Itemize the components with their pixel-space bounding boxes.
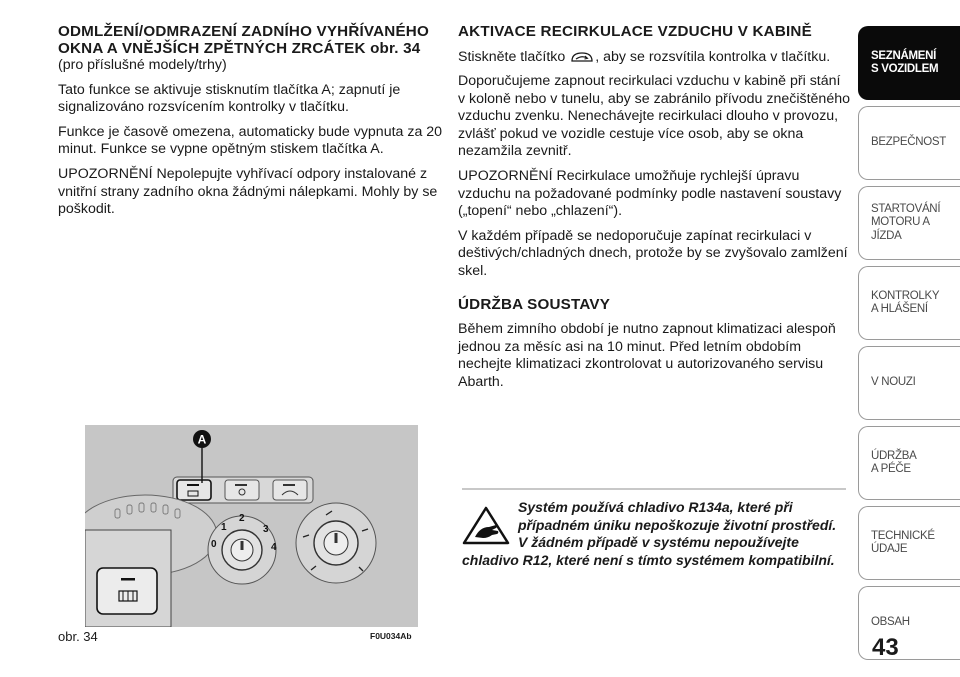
paragraph: Funkce je časově omezena, automaticky bude vypnuta za 20 minut. Funkce se vypne opětným stiskem tlačítka A.: [58, 123, 443, 158]
chapter-tab-label: V NOUZI: [871, 376, 916, 389]
page-number: 43: [872, 634, 899, 661]
chapter-tab-label: KONTROLKY A HLÁŠENÍ: [871, 289, 940, 315]
dial-number: 0: [211, 539, 217, 550]
figure-code: F0U034Ab: [370, 631, 412, 641]
section-heading-recirculation: AKTIVACE RECIRKULACE VZDUCHU V KABINĚ: [458, 23, 812, 40]
control-panel-figure: [85, 425, 418, 627]
chapter-tab[interactable]: [858, 266, 960, 340]
section-heading-defrost: ODMLŽENÍ/ODMRAZENÍ ZADNÍHO VYHŘÍVANÉHO OKNA A VNĚJŠÍCH ZPĚTNÝCH ZRCÁTEK obr. 34: [58, 23, 429, 57]
right-column: [458, 24, 850, 399]
dial-number: 3: [263, 524, 269, 535]
paragraph: Stiskněte tlačítko , aby se rozsvítila kontrolka v tlačítku.: [458, 48, 831, 65]
left-column: [58, 24, 448, 226]
hand-warning-icon: [462, 505, 510, 545]
chapter-tab-label: TECHNICKÉ ÚDAJE: [871, 529, 935, 555]
note-text: Systém používá chladivo R134a, které při případném úniku nepoškozuje životní prostředí. V žádném případě v systému nepoužívejte chladivo R12, které není s tímto systémem kompatibilní.: [462, 499, 837, 568]
dial-number: 4: [271, 542, 277, 553]
chapter-tab-label: BEZPEČNOST: [871, 136, 946, 149]
chapter-tab[interactable]: [858, 186, 960, 260]
chapter-tab[interactable]: [858, 26, 960, 100]
dial-number: 1: [221, 522, 227, 533]
figure-reference: obr. 34: [370, 39, 421, 57]
paragraph: Doporučujeme zapnout recirkulaci vzduchu v kabině při stání v koloně nebo v tunelu, aby se zabránilo přívodu znečištěného vzduchu zvenku. Nenechávejte recirkulaci dlouho v provozu, zvlášť pokud ve vozidle cestuje více osob, aby se okna nezamžila zevnitř.: [458, 73, 850, 160]
chapter-tab-label: STARTOVÁNÍ MOTORU A JÍZDA: [871, 202, 941, 242]
dial-number: 2: [239, 513, 245, 524]
subheading: (pro příslušné modely/trhy): [58, 57, 227, 73]
callout-label: A: [197, 432, 207, 447]
maintenance-section: [458, 297, 850, 392]
warning-paragraph: UPOZORNĚNÍ Nepolepujte vyhřívací odpory instalované z vnitřní strany zadního okna žádnými nálepkami. Mohly by se poškodit.: [58, 165, 438, 218]
warning-note: [462, 488, 846, 569]
warning-paragraph: UPOZORNĚNÍ Recirkulace umožňuje rychlejší úpravu vzduchu na požadované podmínky podle nastavení soustavy („topení“ nebo „chlazení“).: [458, 168, 842, 220]
control-panel-illustration: [85, 425, 418, 627]
section-heading-maintenance: ÚDRŽBA SOUSTAVY: [458, 295, 611, 313]
chapter-tab[interactable]: [858, 426, 960, 500]
figure-caption: obr. 34: [58, 629, 98, 644]
chapter-tab-label: SEZNÁMENÍ S VOZIDLEM: [871, 49, 939, 75]
chapter-tab[interactable]: [858, 506, 960, 580]
paragraph: Během zimního období je nutno zapnout klimatizaci alespoň jednou za měsíc asi na 10 minut. Před letním obdobím nechejte klimatizaci zkontrolovat u autorizovaného servisu Abarth.: [458, 321, 836, 390]
chapter-tab-label: ÚDRŽBA A PÉČE: [871, 449, 917, 475]
recirculation-icon: [569, 50, 595, 63]
chapter-tabs: [858, 26, 960, 666]
divider: [462, 488, 846, 490]
chapter-tab[interactable]: [858, 346, 960, 420]
paragraph: Tato funkce se aktivuje stisknutím tlačítka A; zapnutí je signalizováno rozsvícením kontrolky v tlačítku.: [58, 81, 401, 116]
paragraph: V každém případě se nedoporučuje zapínat recirkulaci v deštivých/chladných dnech, protože by se zvyšovalo zamlžení skel.: [458, 227, 848, 280]
chapter-tab[interactable]: [858, 106, 960, 180]
chapter-tab-label: OBSAH: [871, 616, 910, 629]
